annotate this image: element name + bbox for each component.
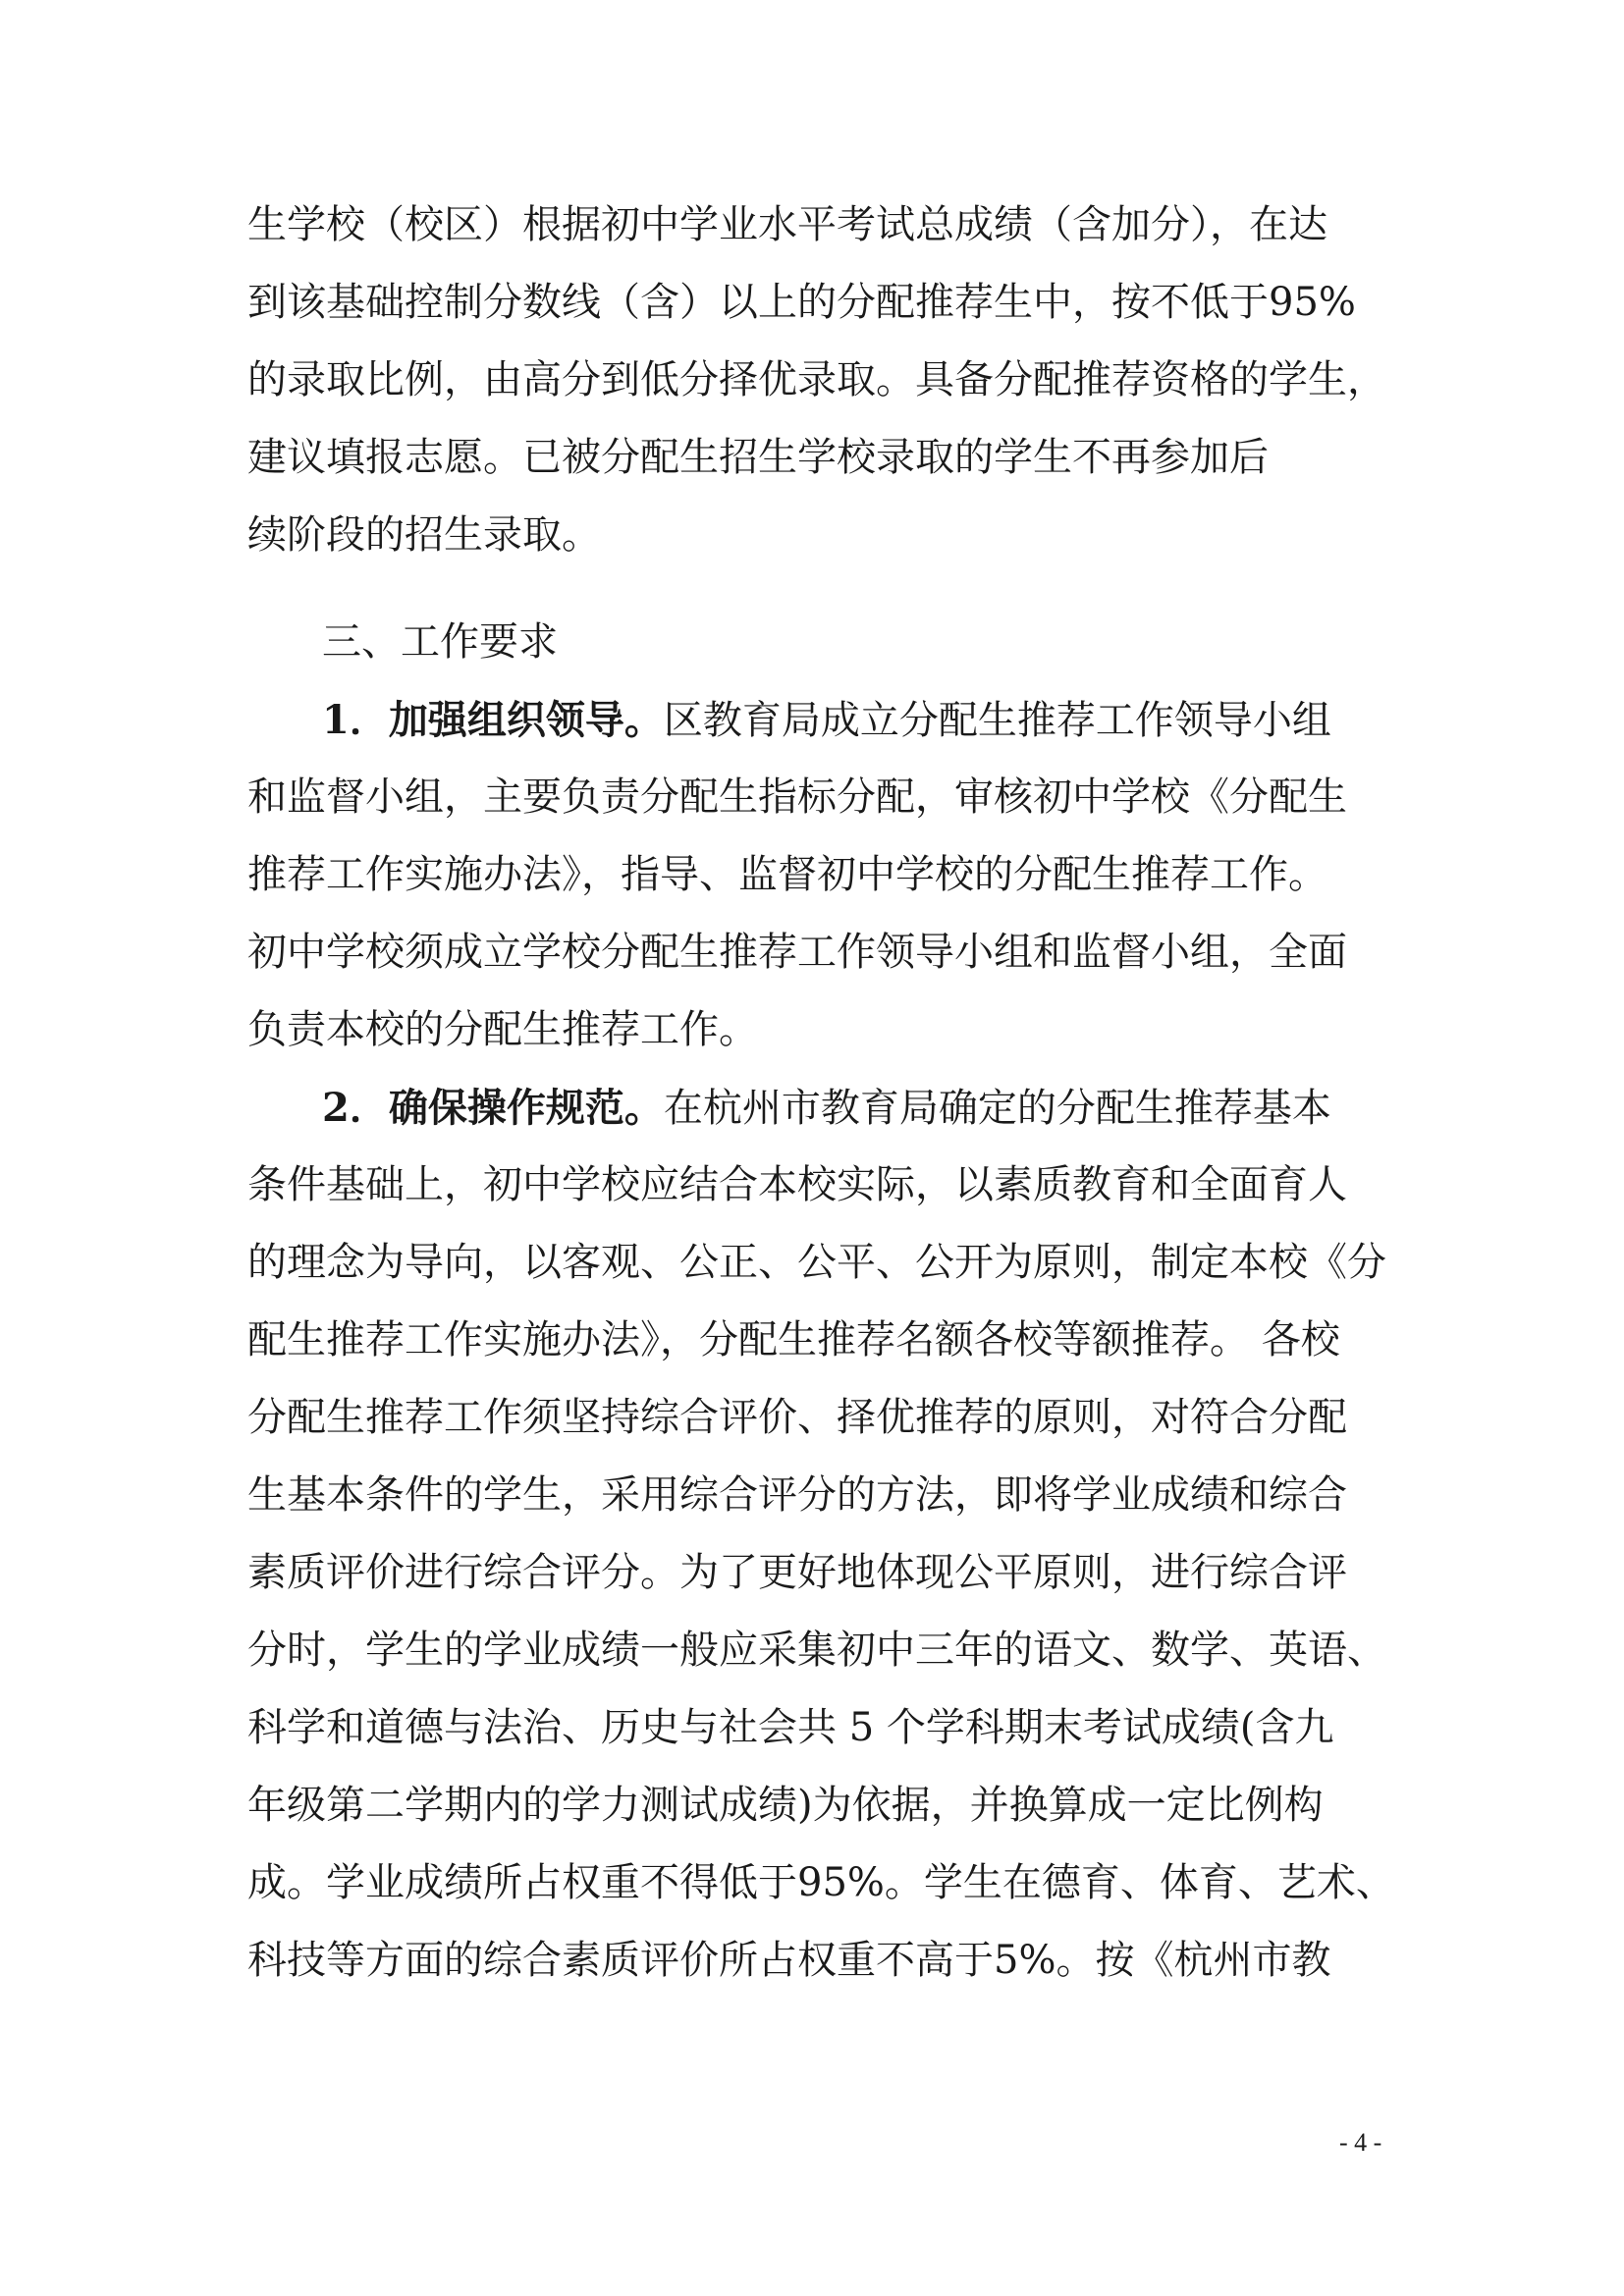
text-line: [247, 1224, 1396, 1302]
page-number: - 4 -: [1339, 2128, 1382, 2157]
text-line: [247, 264, 1396, 342]
text-line: [247, 1457, 1396, 1534]
line-text: 续阶段的招生录取。: [247, 512, 601, 558]
bold-heading: 2．确保操作规范。: [322, 1085, 664, 1131]
line-text: 生基本条件的学生，采用综合评分的方法，即将学业成绩和综合: [247, 1472, 1347, 1518]
text-line: [247, 1069, 1396, 1147]
line-text: 年级第二学期内的学力测试成绩)为依据，并换算成一定比例构: [247, 1783, 1324, 1828]
line-text: 的理念为导向，以客观、公正、公平、公开为原则，制定本校《分: [247, 1240, 1386, 1285]
paragraph-gap: [247, 574, 1396, 604]
text-line: [247, 681, 1396, 759]
text-line: [247, 836, 1396, 914]
text-line: [247, 342, 1396, 419]
line-text: 生学校（校区）根据初中学业水平考试总成绩（含加分），在达: [247, 202, 1327, 247]
line-text: 成。学业成绩所占权重不得低于95%。学生在德育、体育、艺术、: [247, 1860, 1395, 1905]
line-text: 科技等方面的综合素质评价所占权重不高于5%。按《杭州市教: [247, 1938, 1331, 1983]
text-line: [247, 497, 1396, 574]
line-text: 在杭州市教育局确定的分配生推荐基本: [663, 1086, 1331, 1131]
text-line: [247, 1922, 1396, 2000]
line-text: 初中学校须成立学校分配生推荐工作领导小组和监督小组，全面: [247, 930, 1347, 975]
line-text: 分配生推荐工作须坚持综合评价、择优推荐的原则，对符合分配: [247, 1395, 1347, 1440]
line-text: 科学和道德与法治、历史与社会共 5 个学科期末考试成绩(含九: [247, 1705, 1334, 1750]
bold-heading: 1．加强组织领导。: [322, 697, 664, 743]
text-line: [247, 419, 1396, 497]
line-text: 条件基础上，初中学校应结合本校实际，以素质教育和全面育人: [247, 1162, 1347, 1207]
text-line: [247, 914, 1396, 991]
line-text: 素质评价进行综合评分。为了更好地体现公平原则，进行综合评: [247, 1550, 1347, 1595]
line-text: 分时，学生的学业成绩一般应采集初中三年的语文、数学、英语、: [247, 1628, 1386, 1673]
line-text: 的录取比例，由高分到低分择优录取。具备分配推荐资格的学生，: [247, 357, 1386, 402]
line-text: 到该基础控制分数线（含）以上的分配推荐生中，按不低于95%: [247, 280, 1356, 325]
line-text: 配生推荐工作实施办法》，分配生推荐名额各校等额推荐。 各校: [247, 1317, 1340, 1362]
line-text: 和监督小组，主要负责分配生指标分配，审核初中学校《分配生: [247, 774, 1347, 820]
line-text: 区教育局成立分配生推荐工作领导小组: [663, 698, 1331, 743]
line-text: 推荐工作实施办法》，指导、监督初中学校的分配生推荐工作。: [247, 852, 1327, 897]
line-text: 建议填报志愿。已被分配生招生学校录取的学生不再参加后: [247, 435, 1269, 480]
body-text: [247, 187, 1396, 2000]
text-line: [247, 1612, 1396, 1689]
text-line: [247, 1767, 1396, 1844]
text-line: [247, 1379, 1396, 1457]
text-line: [247, 759, 1396, 836]
text-line: [247, 1844, 1396, 1922]
text-line: [247, 1534, 1396, 1612]
text-line: [247, 604, 1396, 681]
text-line: [247, 1689, 1396, 1767]
line-text: 三、工作要求: [322, 619, 558, 665]
text-line: [247, 1302, 1396, 1379]
text-line: [247, 991, 1396, 1069]
text-line: [247, 1147, 1396, 1224]
line-text: 负责本校的分配生推荐工作。: [247, 1007, 758, 1052]
text-line: [247, 187, 1396, 264]
